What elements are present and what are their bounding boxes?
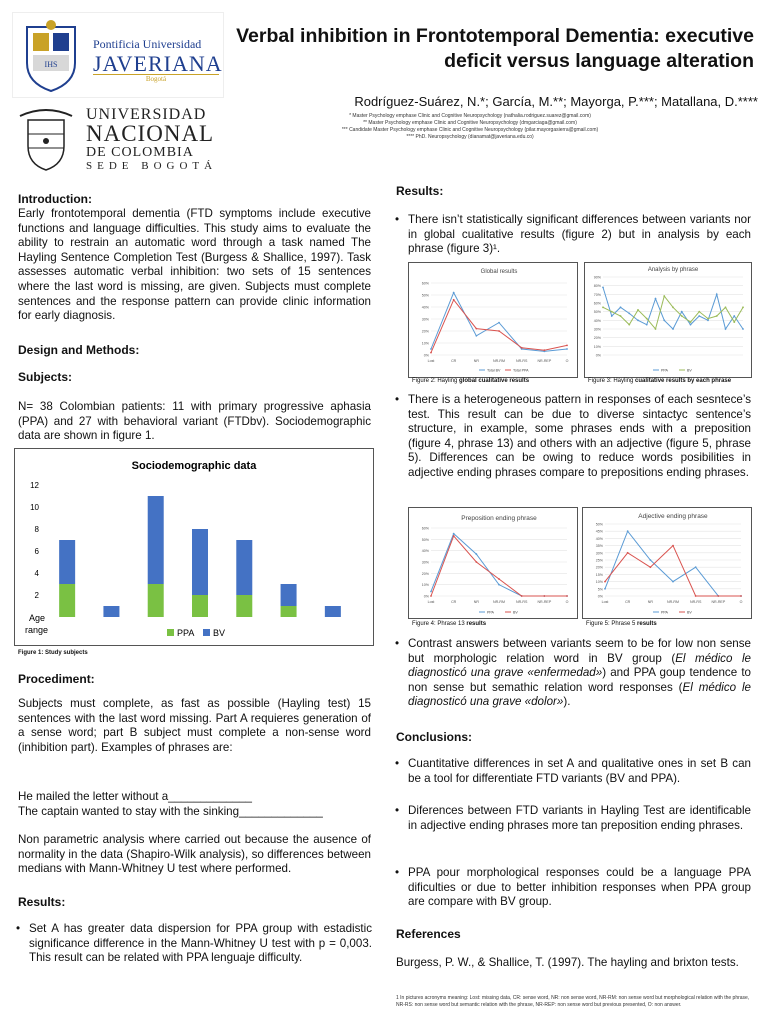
series-line-bv	[603, 296, 743, 329]
data-point	[707, 318, 709, 320]
y-tick-label: 10%	[593, 344, 601, 349]
conclusions-heading: Conclusions:	[396, 730, 473, 744]
data-point	[672, 581, 674, 583]
data-point	[627, 530, 629, 532]
y-tick-label: 8	[34, 525, 39, 534]
subjects-text: N= 38 Colombian patients: 11 with primary progressive aphasia (PPA) and 27 with behavioral variant (FTDbv). Sociodemographic data are shown in figure 1.	[18, 400, 371, 443]
y-tick-label: 25%	[595, 558, 603, 563]
y-tick-label: 30%	[595, 551, 603, 556]
x-tick-label: NR-REP	[711, 600, 726, 604]
x-tick-label: CR	[451, 600, 457, 604]
footnote: 1 In pictures acronyms meaning: Lost: missing data, CR: sense word, NR: non sense word, NR-RM: non sense word but morphological relation with the phrase, NR-RS: non sense word but semantic relation with the phrase, NR-REP: non sense word but previous presented, O: non answer.	[396, 995, 750, 1008]
data-point	[690, 321, 692, 323]
x-tick-label: NR	[647, 600, 653, 604]
figure4-caption: Figure 4: Phrase 13 results	[412, 621, 487, 627]
y-tick-label: 6	[34, 547, 39, 556]
global-results-chart	[409, 263, 577, 377]
data-point	[430, 595, 432, 597]
javeriana-line2: JAVERIANA	[93, 51, 223, 76]
data-point	[627, 552, 629, 554]
x-tick-label: Lost	[601, 600, 609, 604]
colombia-coat-of-arms-icon	[16, 106, 76, 172]
bar-ppa	[148, 584, 164, 617]
data-point	[637, 319, 639, 321]
x-axis-label-2: range	[25, 625, 49, 635]
y-tick-label: 90%	[593, 275, 601, 280]
data-point	[742, 306, 744, 308]
x-tick-label: NR	[473, 600, 479, 604]
y-tick-label: 10	[30, 503, 39, 512]
y-tick-label: 10%	[595, 580, 603, 585]
y-tick-label: 10%	[421, 583, 429, 588]
results-bullet-2: • There is a heterogeneous pattern in responses of each sesntece’s test. This result can be due to diverse sintactyc sentence’s structure, in example, some phrases ends with a preposition (figure 4, phrase 13) and others with an adjective (figure 5, phrase 5). Differences can be owing to reduce words posibilities in adjective ending phrases compare to prepositions ending phrases.	[395, 393, 751, 479]
data-point	[637, 309, 639, 311]
data-point	[698, 311, 700, 313]
bar-ppa	[281, 606, 297, 617]
data-point	[620, 315, 622, 317]
y-tick-label: 35%	[595, 544, 603, 549]
x-tick-label: NR-RS	[515, 359, 528, 363]
x-tick-label: Lost	[427, 359, 435, 363]
y-tick-label: 10%	[421, 341, 429, 346]
data-point	[453, 533, 455, 535]
figure-4	[408, 507, 578, 619]
data-point	[725, 328, 727, 330]
data-point	[725, 306, 727, 308]
data-point	[655, 298, 657, 300]
data-point	[672, 545, 674, 547]
y-tick-label: 80%	[593, 284, 601, 289]
x-tick-label: NR-RM	[667, 600, 679, 604]
legend-label: Total PPA	[513, 368, 529, 373]
y-tick-label: 40%	[595, 536, 603, 541]
y-tick-label: 20%	[421, 571, 429, 576]
x-tick-label: CR	[451, 359, 457, 363]
y-tick-label: 20%	[593, 336, 601, 341]
data-point	[628, 324, 630, 326]
data-point	[681, 311, 683, 313]
data-point	[717, 595, 719, 597]
affiliation-4: **** PhD. Neuropsychology (dianamat@javeriana.edu.co)	[406, 134, 534, 140]
design-heading: Design and Methods:	[18, 343, 140, 357]
conclusion-3: • PPA pour morphological responses could be a language PPA dificulties or due to better inhibition responses when PPA group are compare with BV group.	[395, 866, 751, 909]
intro-text: Early frontotemporal dementia (FTD symptoms include executive functions and language difficulties. This study aims to evaluate the ability to restrain an automatic word through a task named The Hayling Sentence Completion Test (Burgess & Shallice, 1997). Task assesses automatic verbal inhibition: two sets of 15 sentences where the last word is missing, are given. Subjects must complete sentences and the response pattern can provide clinic information for early diagnosis.	[18, 207, 371, 323]
y-tick-label: 2	[34, 591, 39, 600]
bar-bv	[148, 496, 164, 584]
data-point	[672, 328, 674, 330]
data-point	[475, 328, 477, 330]
chart-title: Global results	[480, 269, 518, 275]
y-tick-label: 45%	[595, 529, 603, 534]
data-point	[566, 595, 568, 597]
data-point	[475, 561, 477, 563]
data-point	[604, 588, 606, 590]
y-tick-label: 30%	[421, 317, 429, 322]
data-point	[521, 595, 523, 597]
javeriana-line1: Pontificia Universidad	[93, 37, 202, 51]
data-point	[733, 315, 735, 317]
series-line-total-ppa	[431, 300, 567, 353]
legend-label: BV	[513, 610, 518, 615]
right-results-heading: Results:	[396, 184, 444, 198]
figure-5	[582, 507, 752, 619]
bar-bv	[325, 606, 341, 617]
example-1: He mailed the letter without a_____________	[18, 790, 252, 803]
nacional-line4: SEDE BOGOTÁ	[86, 160, 218, 172]
data-point	[663, 319, 665, 321]
figure1-caption: Figure 1: Study subjects	[18, 650, 88, 656]
y-tick-label: 40%	[421, 305, 429, 310]
data-point	[695, 595, 697, 597]
figure5-caption: Figure 5: Phrase 5 results	[586, 621, 657, 627]
javeriana-line3: Bogotá	[145, 75, 167, 83]
data-point	[611, 311, 613, 313]
authors: Rodríguez-Suárez, N.*; García, M.**; Mayorga, P.***; Matallana, D.****	[354, 94, 758, 109]
data-point	[498, 578, 500, 580]
data-point	[453, 299, 455, 301]
legend-label-ppa: PPA	[177, 628, 195, 638]
data-point	[620, 306, 622, 308]
y-tick-label: 20%	[595, 565, 603, 570]
data-point	[742, 328, 744, 330]
y-tick-label: 60%	[593, 301, 601, 306]
left-results-heading: Results:	[18, 895, 66, 909]
y-tick-label: 15%	[595, 572, 603, 577]
bar-bv	[103, 606, 119, 617]
chart-title: Analysis by phrase	[647, 267, 699, 273]
data-point	[649, 559, 651, 561]
legend-swatch-bv	[203, 629, 210, 636]
x-tick-label: CR	[625, 600, 631, 604]
data-point	[698, 315, 700, 317]
x-tick-label: O	[565, 359, 569, 363]
y-tick-label: 4	[34, 569, 39, 578]
x-axis-label: Age	[29, 613, 46, 623]
data-point	[475, 335, 477, 337]
y-tick-label: 0%	[597, 594, 603, 599]
analysis-text: Non parametric analysis where carried out because the ausence of normality in the data (Shapiro-Wilk analysis), so differences between medians with Mann-Whitney U test where performed.	[18, 833, 371, 876]
data-point	[453, 535, 455, 537]
procedure-text: Subjects must complete, as fast as possible (Hayling test) 15 sentences with the last word missing. Part A requieres generation of a sense word; part B subject must complete a non-sense word (inhibition part). Examples of phrases are:	[18, 697, 371, 754]
javeriana-shield-icon	[17, 19, 85, 93]
bar-bv	[192, 529, 208, 595]
conclusion-1: • Cuantitative differences in set A and qualitative ones in set B can be a tool for differentiate FTD variants (BV and PPA).	[395, 757, 751, 785]
legend-label: BV	[687, 610, 692, 615]
x-tick-label: NR-REP	[537, 600, 552, 604]
sociodemographic-chart	[15, 449, 373, 645]
legend-label-bv: BV	[213, 628, 226, 638]
data-point	[498, 584, 500, 586]
data-point	[695, 566, 697, 568]
x-tick-label: NR-RM	[493, 600, 505, 604]
data-point	[602, 306, 604, 308]
x-tick-label: Lost	[427, 600, 435, 604]
y-tick-label: 12	[30, 481, 39, 490]
y-tick-label: 30%	[421, 560, 429, 565]
y-tick-label: 50%	[595, 522, 603, 527]
nacional-line2: NACIONAL	[86, 121, 215, 146]
y-tick-label: 5%	[597, 587, 603, 592]
data-point	[475, 553, 477, 555]
data-point	[430, 591, 432, 593]
y-tick-label: 20%	[421, 329, 429, 334]
bar-ppa	[236, 595, 252, 617]
data-point	[733, 321, 735, 323]
data-point	[646, 324, 648, 326]
analysis-by-phrase-chart	[585, 263, 751, 377]
affiliation-1: * Master Psychology emphase Clinic and Cognitive Neuropsychology (nathalia.rodriguez.suarez@gmail.com)	[349, 113, 591, 119]
subjects-heading: Subjects:	[18, 370, 73, 384]
javeriana-logo	[12, 12, 224, 98]
data-point	[628, 313, 630, 315]
example-2: The captain wanted to stay with the sinking_____________	[18, 805, 323, 818]
bar-ppa	[192, 595, 208, 617]
data-point	[663, 295, 665, 297]
legend-label: PPA	[487, 610, 494, 615]
figure3-caption: Figure 3: Hayling cualitative results by each phrase	[588, 378, 732, 384]
left-results-bullet: • Set A has greater data dispersion for PPA group with estadistic significance difference in the Mann-Whitney U test with p = 0,003. This result can be related with PPA lenguaje difficulty.	[16, 922, 372, 965]
chart-title: Adjective ending phrase	[638, 513, 708, 520]
series-line-bv	[605, 546, 741, 596]
data-point	[740, 595, 742, 597]
legend-swatch-ppa	[167, 629, 174, 636]
x-tick-label: NR-RS	[515, 600, 528, 604]
x-tick-label: NR	[473, 359, 479, 363]
y-tick-label: 60%	[421, 526, 429, 531]
data-point	[602, 287, 604, 289]
y-tick-label: 0%	[423, 353, 429, 358]
legend-label: PPA	[661, 368, 668, 373]
data-point	[655, 328, 657, 330]
legend-label: BV	[687, 368, 692, 373]
figure-1	[14, 448, 374, 646]
conclusion-2: • Diferences between FTD variants in Hayling Test are identificable in adjective ending phrases more tan preposition ending phrases.	[395, 804, 751, 832]
bar-bv	[281, 584, 297, 606]
x-tick-label: O	[739, 600, 743, 604]
series-line-bv	[431, 536, 567, 596]
figure-3	[584, 262, 752, 378]
y-tick-label: 50%	[421, 293, 429, 298]
data-point	[521, 347, 523, 349]
y-tick-label: 40%	[593, 318, 601, 323]
data-point	[498, 330, 500, 332]
series-line-ppa	[605, 531, 741, 596]
figure2-caption: Figure 2: Hayling global cualitative results	[412, 378, 530, 384]
reference-1: Burgess, P. W., & Shallice, T. (1997). The hayling and brixton tests.	[396, 956, 739, 969]
y-tick-label: 0%	[423, 594, 429, 599]
data-point	[566, 348, 568, 350]
data-point	[646, 318, 648, 320]
x-tick-label: NR-RM	[493, 359, 505, 363]
bar-bv	[236, 540, 252, 595]
data-point	[707, 319, 709, 321]
data-point	[430, 348, 432, 350]
intro-heading: Introduction:	[18, 192, 92, 206]
data-point	[611, 315, 613, 317]
data-point	[453, 292, 455, 294]
x-tick-label: NR-RS	[689, 600, 702, 604]
data-point	[498, 322, 500, 324]
poster-title: Verbal inhibition in Frontotemporal Dementia: executive deficit versus language alteration	[236, 25, 754, 72]
svg-text:IHS: IHS	[44, 60, 58, 69]
y-tick-label: 60%	[421, 281, 429, 286]
data-point	[672, 306, 674, 308]
y-tick-label: 0%	[595, 353, 601, 358]
nacional-line1: UNIVERSIDAD	[86, 106, 207, 123]
data-point	[681, 315, 683, 317]
data-point	[690, 324, 692, 326]
affiliation-3: *** Candidate Master Psychology emphase Clinic and Cognitive Neuropsychology (pilar.mayorgasierra@gmail.com)	[341, 127, 599, 133]
procedure-heading: Procediment:	[18, 672, 95, 686]
data-point	[543, 349, 545, 351]
results-bullet-1: • There isn’t statistically significant differences between variants nor in global cualitative results (figure 2) but in analysis by each phrase (figure 3)¹.	[395, 213, 751, 256]
y-tick-label: 50%	[593, 310, 601, 315]
nacional-line3: DE COLOMBIA	[86, 145, 194, 160]
chart-title: Preposition ending phrase	[461, 515, 537, 522]
y-tick-label: 30%	[593, 327, 601, 332]
references-heading: References	[396, 927, 461, 941]
data-point	[566, 345, 568, 347]
y-tick-label: 40%	[421, 549, 429, 554]
figure-2	[408, 262, 578, 378]
chart-title: Sociodemographic data	[131, 460, 257, 472]
y-tick-label: 50%	[421, 537, 429, 542]
data-point	[430, 352, 432, 354]
nacional-logo	[12, 104, 237, 176]
data-point	[716, 293, 718, 295]
bar-ppa	[59, 584, 75, 617]
legend-label: PPA	[661, 610, 668, 615]
data-point	[543, 595, 545, 597]
results-bullet-3: • Contrast answers between variants seem to be for low non sense but morphologic relation word in BV group (El médico le diagnosticó una grave «enfermedad») and PPA goup tendence to non sense but semathic relation word responses (El médico le diagnosticó una grave «dolor»).	[395, 637, 751, 709]
data-point	[649, 566, 651, 568]
affiliation-2: ** Master Psychology emphase Clinic and Cognitive Neuropsychology (dmgarciaga@gmail.com)	[363, 120, 577, 126]
y-tick-label: 70%	[593, 292, 601, 297]
preposition-phrase-chart	[409, 508, 577, 618]
data-point	[716, 315, 718, 317]
adjective-phrase-chart	[583, 508, 751, 618]
bar-bv	[59, 540, 75, 584]
legend-label: Total BV	[487, 368, 501, 373]
affiliations	[300, 113, 640, 141]
data-point	[604, 581, 606, 583]
x-tick-label: NR-REP	[537, 359, 552, 363]
x-tick-label: O	[565, 600, 569, 604]
